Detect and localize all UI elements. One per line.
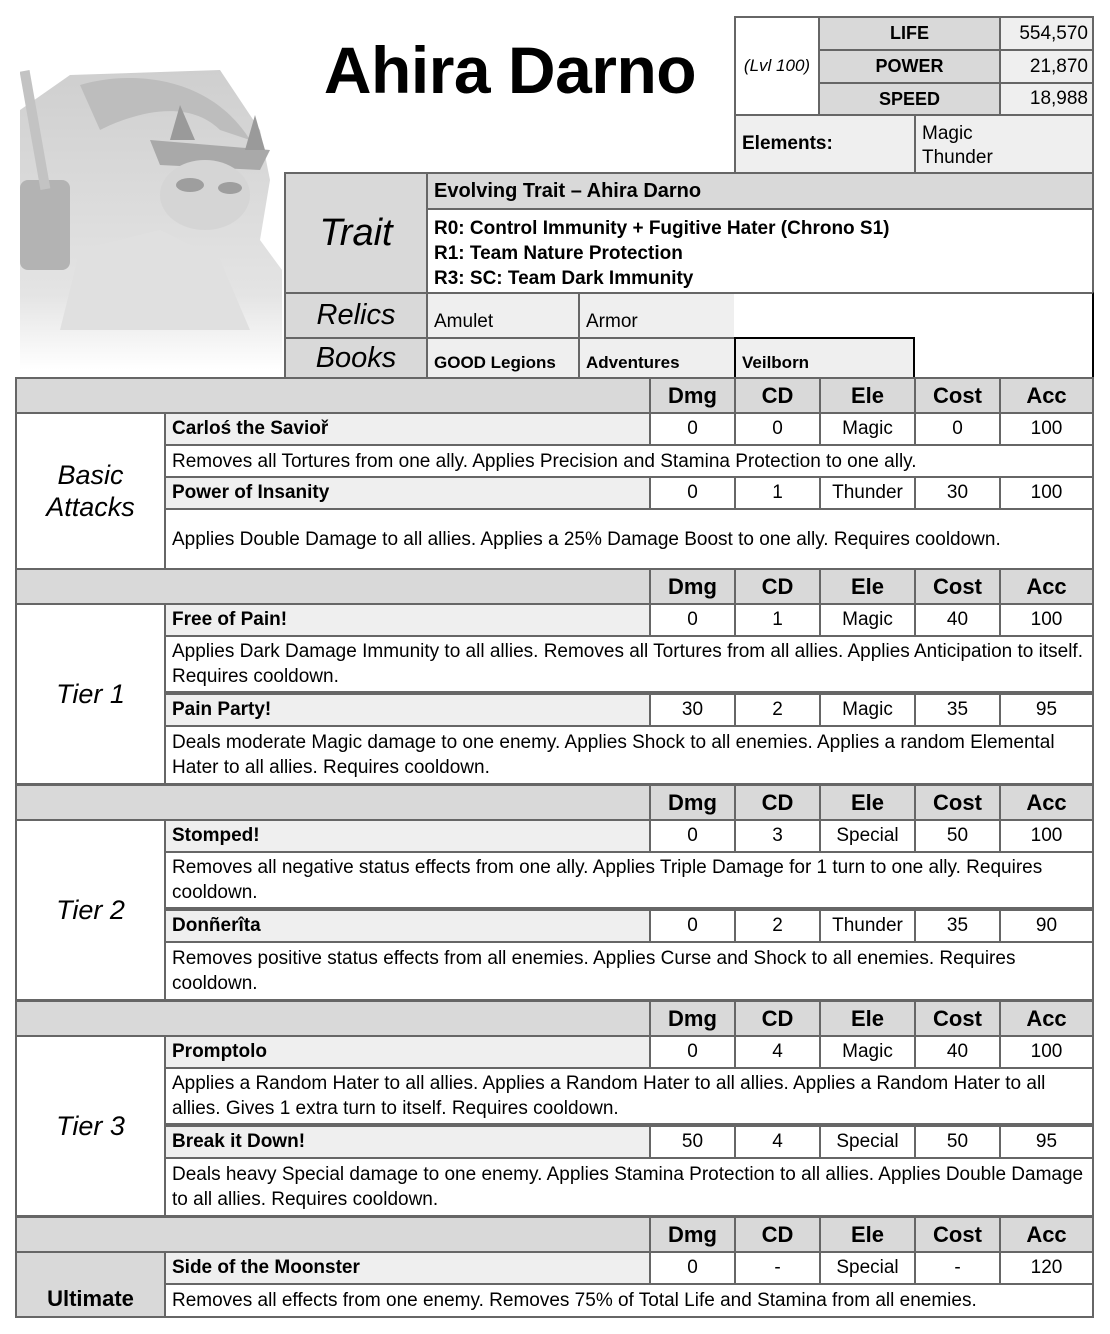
skill-dmg: 0 (649, 819, 736, 853)
skill-dmg: 0 (649, 1251, 736, 1285)
skill-acc: 100 (999, 603, 1094, 637)
skill-description: Applies Double Damage to all allies. Applies a 25% Damage Boost to one ally. Requires cooldown. (164, 508, 1094, 570)
section-header-blank (15, 1216, 651, 1253)
relic-amulet: Amulet (426, 292, 580, 339)
skill-description: Deals moderate Magic damage to one enemy. Applies Shock to all enemies. Applies a random Elemental Hater to all allies. Requires cooldown. (164, 725, 1094, 785)
column-header-cd: CD (734, 1000, 821, 1037)
section-label (15, 603, 166, 785)
skill-name: Power of Insanity (164, 476, 651, 510)
skill-description: Removes all negative status effects from one ally. Applies Triple Damage for 1 turn to one ally. Requires cooldown. (164, 851, 1094, 909)
skill-acc: 120 (999, 1251, 1094, 1285)
skill-name: Stomped! (164, 819, 651, 853)
character-portrait-icon (20, 70, 282, 370)
skill-description: Applies a Random Hater to all allies. Applies a Random Hater to all allies. Applies a Random Hater to all allies. Gives 1 extra turn to itself. Requires cooldown. (164, 1067, 1094, 1125)
skill-cost: - (914, 1251, 1001, 1285)
column-header-cd: CD (734, 377, 821, 414)
column-header-cost: Cost (914, 1216, 1001, 1253)
skill-cd: 2 (734, 693, 821, 727)
stat-label-life: LIFE (818, 16, 1001, 51)
skill-cd: 2 (734, 909, 821, 943)
column-header-cd: CD (734, 1216, 821, 1253)
skill-description: Removes all effects from one enemy. Removes 75% of Total Life and Stamina from all enemies. (164, 1283, 1094, 1318)
column-header-cost: Cost (914, 377, 1001, 414)
section-label-line1: Tier 3 (56, 1111, 125, 1141)
skill-dmg: 0 (649, 909, 736, 943)
skill-cd: 3 (734, 819, 821, 853)
stat-value-life: 554,570 (999, 16, 1094, 51)
skill-dmg: 30 (649, 693, 736, 727)
level-label: (Lvl 100) (734, 16, 820, 116)
skill-cost: 35 (914, 693, 1001, 727)
skill-description: Deals heavy Special damage to one enemy. Applies Stamina Protection to all allies. Applies Double Damage to all allies. Requires cooldown. (164, 1157, 1094, 1217)
skill-name: Break it Down! (164, 1125, 651, 1159)
skill-ele: Magic (819, 693, 916, 727)
section-label-line1: Basic (57, 460, 124, 490)
column-header-dmg: Dmg (649, 1000, 736, 1037)
skill-dmg: 50 (649, 1125, 736, 1159)
skill-name: Free of Pain! (164, 603, 651, 637)
skill-dmg: 0 (649, 603, 736, 637)
section-label-line1: Ultimate (47, 1286, 134, 1311)
column-header-cd: CD (734, 568, 821, 605)
book-adventures: Adventures (578, 337, 736, 379)
column-header-cost: Cost (914, 568, 1001, 605)
column-header-dmg: Dmg (649, 784, 736, 821)
column-header-dmg: Dmg (649, 568, 736, 605)
stat-label-power: POWER (818, 49, 1001, 84)
skill-cd: - (734, 1251, 821, 1285)
column-header-ele: Ele (819, 784, 916, 821)
skill-dmg: 0 (649, 1035, 736, 1069)
column-header-ele: Ele (819, 568, 916, 605)
skill-ele: Special (819, 1251, 916, 1285)
skill-ele: Magic (819, 1035, 916, 1069)
skill-cost: 35 (914, 909, 1001, 943)
element-magic: Magic (922, 123, 973, 144)
section-label (15, 1251, 166, 1318)
skill-name: Side of the Moonster (164, 1251, 651, 1285)
column-header-cost: Cost (914, 1000, 1001, 1037)
skill-acc: 100 (999, 819, 1094, 853)
character-portrait (20, 70, 282, 370)
elements-label: Elements: (734, 114, 916, 174)
column-header-acc: Acc (999, 1216, 1094, 1253)
skill-name: Promptolo (164, 1035, 651, 1069)
skill-cd: 1 (734, 476, 821, 510)
skill-cd: 1 (734, 603, 821, 637)
skill-acc: 100 (999, 1035, 1094, 1069)
skill-dmg: 0 (649, 476, 736, 510)
skill-ele: Special (819, 1125, 916, 1159)
skill-cd: 0 (734, 412, 821, 446)
trait-line-r3: R3: SC: Team Dark Immunity (434, 268, 694, 289)
column-header-acc: Acc (999, 784, 1094, 821)
skill-ele: Thunder (819, 476, 916, 510)
skill-acc: 90 (999, 909, 1094, 943)
section-header-blank (15, 1000, 651, 1037)
books-label: Books (284, 337, 428, 379)
character-name: Ahira Darno (323, 32, 697, 107)
trait-label: Trait (284, 172, 428, 294)
column-header-dmg: Dmg (649, 1216, 736, 1253)
skill-acc: 95 (999, 693, 1094, 727)
skill-description: Applies Dark Damage Immunity to all allies. Removes all Tortures from all allies. Applies Anticipation to itself. Requires cooldown. (164, 635, 1094, 693)
skill-name: Carloś the Savioř (164, 412, 651, 446)
relics-label: Relics (284, 292, 428, 339)
skill-description: Removes positive status effects from all enemies. Applies Curse and Shock to all enemies. Requires cooldown. (164, 941, 1094, 1001)
column-header-acc: Acc (999, 1000, 1094, 1037)
section-label-line2: Attacks (46, 492, 135, 522)
element-thunder: Thunder (922, 147, 993, 168)
stat-value-speed: 18,988 (999, 82, 1094, 116)
skill-ele: Magic (819, 603, 916, 637)
column-header-dmg: Dmg (649, 377, 736, 414)
trait-line-r0: R0: Control Immunity + Fugitive Hater (Chrono S1) (434, 218, 890, 239)
skill-acc: 100 (999, 476, 1094, 510)
skill-cd: 4 (734, 1035, 821, 1069)
skill-cost: 50 (914, 1125, 1001, 1159)
skill-cost: 40 (914, 603, 1001, 637)
book-veilborn: Veilborn (734, 337, 915, 379)
skill-cost: 0 (914, 412, 1001, 446)
section-label (15, 1035, 166, 1217)
section-label-line1: Tier 2 (56, 895, 125, 925)
skill-ele: Thunder (819, 909, 916, 943)
skill-acc: 95 (999, 1125, 1094, 1159)
trait-title: Evolving Trait – Ahira Darno (426, 172, 1094, 210)
column-header-acc: Acc (999, 568, 1094, 605)
skill-name: Pain Party! (164, 693, 651, 727)
trait-details (426, 208, 1094, 294)
skill-cost: 30 (914, 476, 1001, 510)
skill-acc: 100 (999, 412, 1094, 446)
skill-cd: 4 (734, 1125, 821, 1159)
section-label (15, 819, 166, 1001)
stat-label-speed: SPEED (818, 82, 1001, 116)
column-header-cost: Cost (914, 784, 1001, 821)
column-header-acc: Acc (999, 377, 1094, 414)
column-header-ele: Ele (819, 1216, 916, 1253)
column-header-ele: Ele (819, 377, 916, 414)
elements-value (914, 114, 1094, 174)
skill-description: Removes all Tortures from one ally. Applies Precision and Stamina Protection to one ally. (164, 444, 1094, 478)
stat-value-power: 21,870 (999, 49, 1094, 84)
column-header-ele: Ele (819, 1000, 916, 1037)
relic-armor: Armor (578, 292, 736, 339)
skill-ele: Magic (819, 412, 916, 446)
trait-line-r1: R1: Team Nature Protection (434, 243, 683, 264)
section-label (15, 412, 166, 570)
skill-name: Donñerîta (164, 909, 651, 943)
section-header-blank (15, 568, 651, 605)
skill-dmg: 0 (649, 412, 736, 446)
section-header-blank (15, 377, 651, 414)
section-header-blank (15, 784, 651, 821)
skill-cost: 40 (914, 1035, 1001, 1069)
column-header-cd: CD (734, 784, 821, 821)
skill-cost: 50 (914, 819, 1001, 853)
book-good-legions: GOOD Legions (426, 337, 580, 379)
skill-ele: Special (819, 819, 916, 853)
section-label-line1: Tier 1 (56, 679, 125, 709)
